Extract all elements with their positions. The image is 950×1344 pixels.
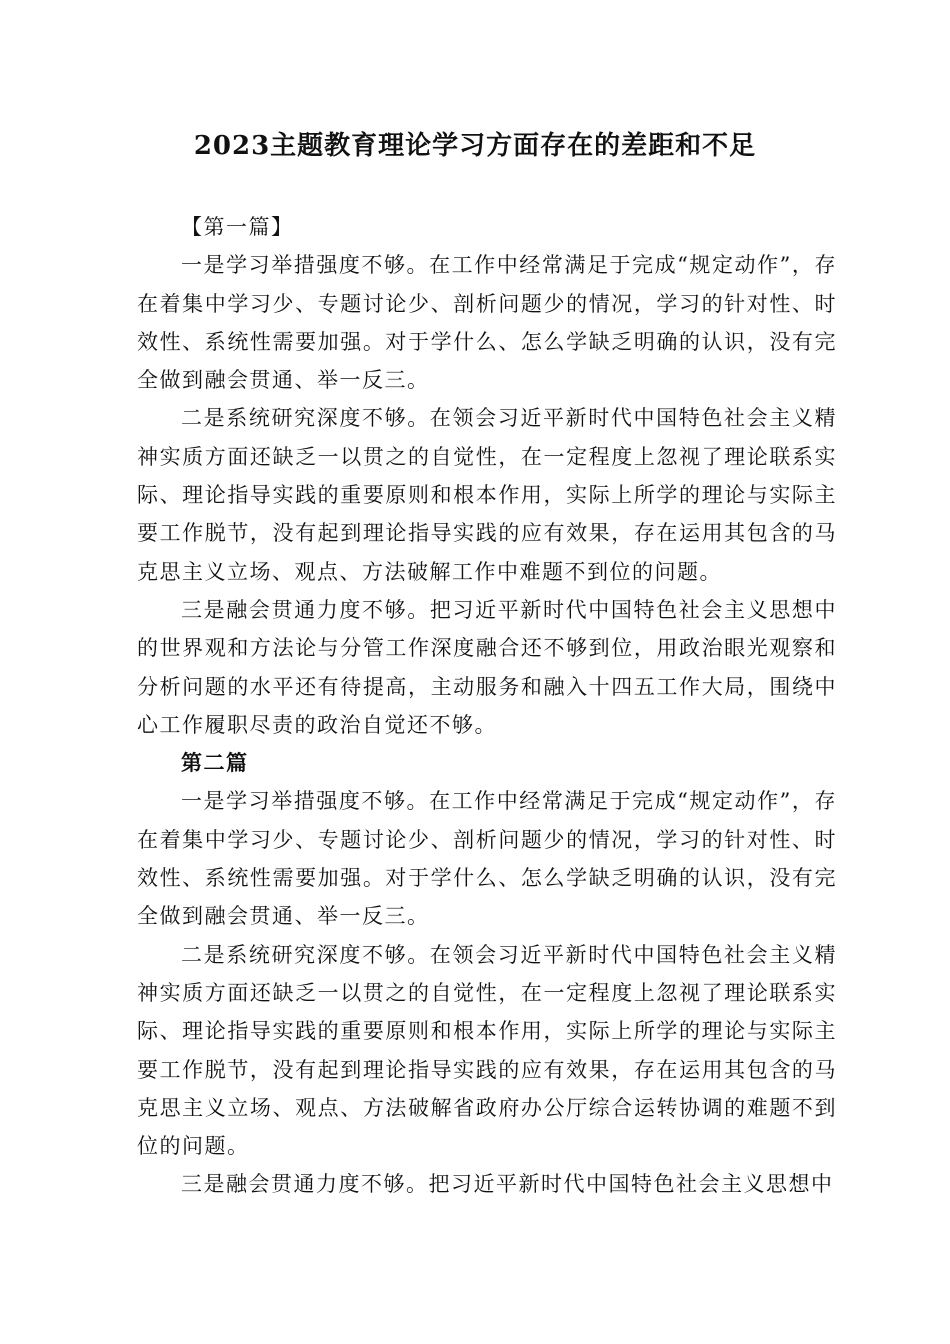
- section-heading-1: 【第一篇】: [181, 215, 294, 239]
- paragraph: 一是学习举措强度不够。在工作中经常满足于完成“规定动作”，存在着集中学习少、专题讨论少、剖析问题少的情况，学习的针对性、时效性、系统性需要加强。对于学什么、怎么学缺乏明确的认识，没有完全做到融会贯通、举一反三。: [137, 253, 837, 393]
- paragraph: 三是融会贯通力度不够。把习近平新时代中国特色社会主义思想中: [181, 1172, 834, 1197]
- document-title: 2023主题教育理论学习方面存在的差距和不足: [193, 131, 757, 161]
- document-body: [137, 208, 837, 1204]
- paragraph: 一是学习举措强度不够。在工作中经常满足于完成“规定动作”，存在着集中学习少、专题讨论少、剖析问题少的情况，学习的针对性、时效性、系统性需要加强。对于学什么、怎么学缺乏明确的认识，没有完全做到融会贯通、举一反三。: [137, 789, 837, 929]
- paragraph: 二是系统研究深度不够。在领会习近平新时代中国特色社会主义精神实质方面还缺乏一以贯之的自觉性，在一定程度上忽视了理论联系实际、理论指导实践的重要原则和根本作用，实际上所学的理论与实际主要工作脱节，没有起到理论指导实践的应有效果，存在运用其包含的马克思主义立场、观点、方法破解省政府办公厅综合运转协调的难题不到位的问题。: [137, 942, 837, 1159]
- section-heading-2: 第二篇: [181, 750, 249, 776]
- paragraph: 二是系统研究深度不够。在领会习近平新时代中国特色社会主义精神实质方面还缺乏一以贯之的自觉性，在一定程度上忽视了理论联系实际、理论指导实践的重要原则和根本作用，实际上所学的理论与实际主要工作脱节，没有起到理论指导实践的应有效果，存在运用其包含的马克思主义立场、观点、方法破解工作中难题不到位的问题。: [137, 406, 837, 584]
- paragraph: 三是融会贯通力度不够。把习近平新时代中国特色社会主义思想中的世界观和方法论与分管工作深度融合还不够到位，用政治眼光观察和分析问题的水平还有待提高，主动服务和融入十四五工作大局，围绕中心工作履职尽责的政治自觉还不够。: [137, 597, 837, 737]
